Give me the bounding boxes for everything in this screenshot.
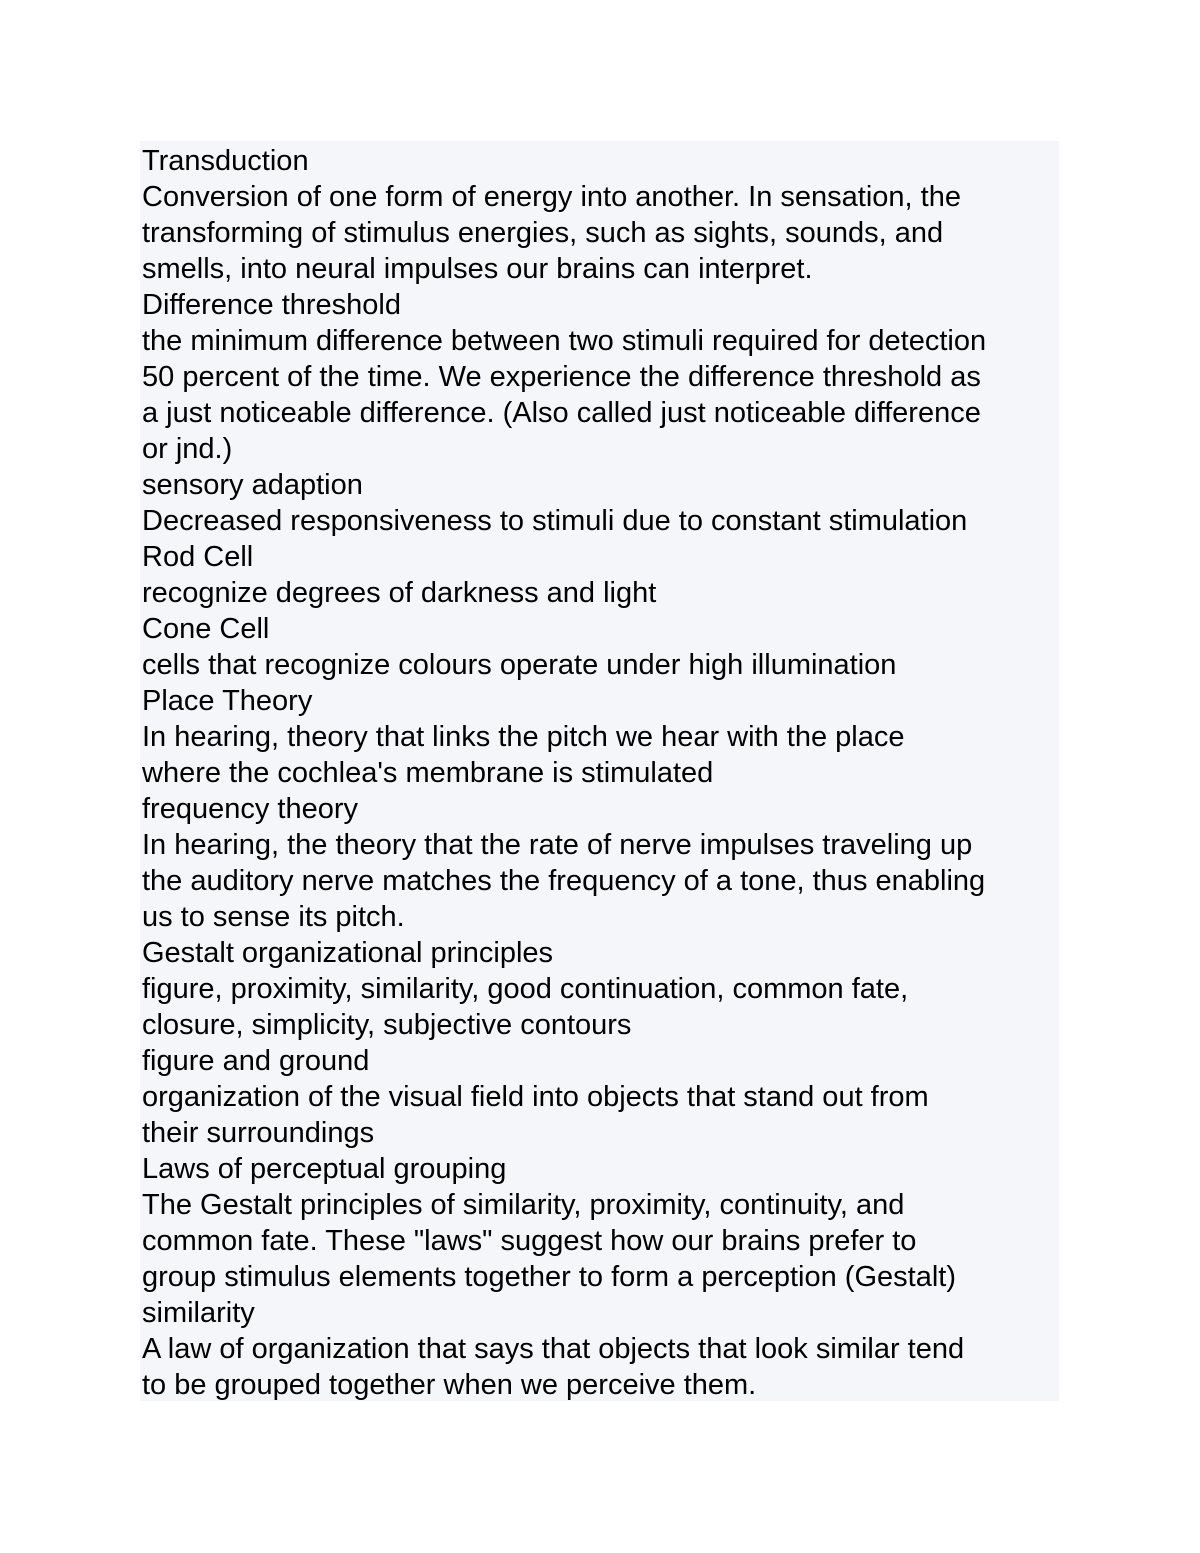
definition-line: figure, proximity, similarity, good continuation, common fate, [142,973,909,1005]
definition-line: Decreased responsiveness to stimuli due to constant stimulation [142,505,968,537]
term-line: figure and ground [142,1045,370,1077]
definition-line: the auditory nerve matches the frequency of a tone, thus enabling [142,865,986,897]
definition-line: In hearing, theory that links the pitch we hear with the place [142,721,905,753]
term-line: Cone Cell [142,613,270,645]
definition-line: cells that recognize colours operate under high illumination [142,649,897,681]
definition-line: closure, simplicity, subjective contours [142,1009,632,1041]
definition-line: Conversion of one form of energy into another. In sensation, the [142,181,961,213]
definition-line: us to sense its pitch. [142,901,405,933]
term-line: similarity [142,1297,255,1329]
definition-line: organization of the visual field into objects that stand out from [142,1081,929,1113]
definition-line: The Gestalt principles of similarity, proximity, continuity, and [142,1189,905,1221]
text-block [140,141,1059,1401]
term-line: sensory adaption [142,469,363,501]
term-line: Gestalt organizational principles [142,937,554,969]
definition-line: their surroundings [142,1117,375,1149]
term-line: Difference threshold [142,289,402,321]
definition-line: to be grouped together when we perceive them. [142,1369,757,1401]
definition-line: where the cochlea's membrane is stimulated [142,757,714,789]
definition-line: A law of organization that says that objects that look similar tend [142,1333,965,1365]
definition-line: transforming of stimulus energies, such as sights, sounds, and [142,217,944,249]
definition-line: common fate. These "laws" suggest how our brains prefer to [142,1225,917,1257]
definition-line: or jnd.) [142,433,233,465]
term-line: frequency theory [142,793,359,825]
definition-line: In hearing, the theory that the rate of nerve impulses traveling up [142,829,973,861]
definition-line: a just noticeable difference. (Also called just noticeable difference [142,397,981,429]
definition-line: group stimulus elements together to form a perception (Gestalt) [142,1261,956,1293]
definition-line: smells, into neural impulses our brains can interpret. [142,253,813,285]
definition-line: 50 percent of the time. We experience the difference threshold as [142,361,981,393]
definition-line: recognize degrees of darkness and light [142,577,657,609]
term-line: Rod Cell [142,541,254,573]
definition-line: the minimum difference between two stimuli required for detection [142,325,987,357]
term-line: Transduction [142,145,309,177]
term-line: Laws of perceptual grouping [142,1153,507,1185]
term-line: Place Theory [142,685,313,717]
